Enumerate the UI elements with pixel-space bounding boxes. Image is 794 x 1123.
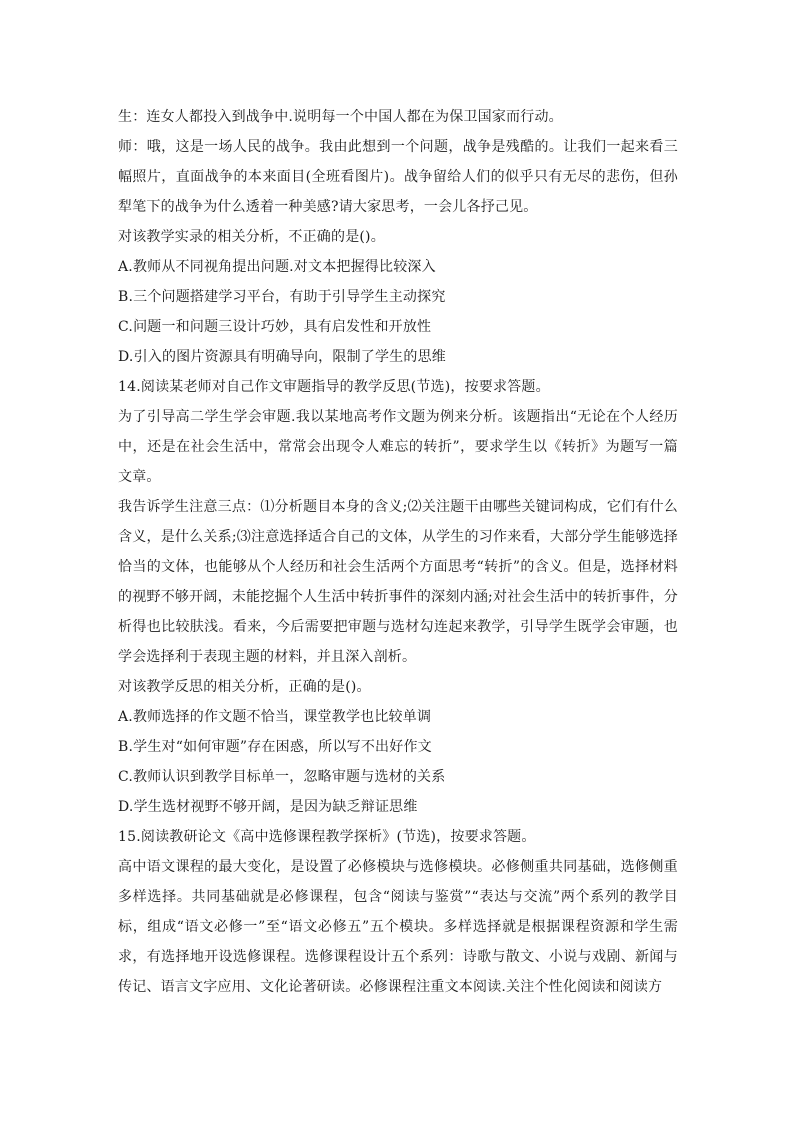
question-14-option-d: D.学生选材视野不够开阔，是因为缺乏辩证思维	[118, 799, 418, 815]
question-14-option-b: B.学生对“如何审题”存在困惑，所以写不出好作文	[118, 739, 432, 755]
question-13-option-c: C.问题一和问题三设计巧妙，具有启发性和开放性	[118, 319, 432, 335]
question-13-option-a: A.教师从不同视角提出问题.对文本把握得比较深入	[118, 259, 436, 275]
question-13-option-d: D.引入的图片资源具有明确导向，限制了学生的思维	[118, 349, 446, 365]
question-14-option-c: C.教师认识到教学目标单一，忽略审题与选材的关系	[118, 769, 446, 785]
question-14-passage-1: 为了引导高二学生学会审题.我以某地高考作文题为例来分析。该题指出“无论在个人经历中，还是在社会生活中，常常会出现令人难忘的转折”，要求学生以《转折》为题写一篇文章。	[118, 409, 678, 485]
question-14-stem: 对该教学反思的相关分析，正确的是()。	[118, 679, 371, 695]
paragraph-student-answer: 生：连女人都投入到战争中.说明每一个中国人都在为保卫国家而行动。	[118, 109, 563, 125]
question-14-passage-2: 我告诉学生注意三点：⑴分析题目本身的含义;⑵关注题干由哪些关键词构成，它们有什么含义，是什么关系;⑶注意选择适合自己的文体，从学生的习作来看，大部分学生能够选择恰当的文体，也能够从个人经历和社会生活两个方面思考“转折”的含义。但是，选择材料的视野不够开阔，未能挖掘个人生活中转折事件的深刻内涵;对社会生活中的转折事件，分析得也比较肤浅。看来，今后需要把审题与选材勾连起来教学，引导学生既学会审题，也学会选择利于表现主题的材料，并且深入剖析。	[118, 499, 678, 665]
question-13-option-b: B.三个问题搭建学习平台，有助于引导学生主动探究	[118, 289, 446, 305]
question-15-passage: 高中语文课程的最大变化，是设置了必修模块与选修模块。必修侧重共同基础，选修侧重多样选择。共同基础就是必修课程，包含“阅读与鉴赏”“表达与交流”两个系列的教学目标，组成“语文必修一”至“语文必修五”五个模块。多样选择就是根据课程资源和学生需求，有选择地开设选修课程。选修课程设计五个系列：诗歌与散文、小说与戏剧、新闻与传记、语言文字应用、文化论著研读。必修课程注重文本阅读.关注个性化阅读和阅读方	[118, 859, 678, 995]
question-15-title: 15.阅读教研论文《高中选修课程教学探析》(节选)，按要求答题。	[118, 829, 536, 845]
question-13-stem: 对该教学实录的相关分析，不正确的是()。	[118, 229, 385, 245]
document-page	[118, 102, 678, 1002]
question-14-option-a: A.教师选择的作文题不恰当，课堂教学也比较单调	[118, 709, 432, 725]
question-14-title: 14.阅读某老师对自己作文审题指导的教学反思(节选)，按要求答题。	[118, 379, 550, 395]
paragraph-teacher-remark: 师：哦，这是一场人民的战争。我由此想到一个问题，战争是残酷的。让我们一起来看三幅照片，直面战争的本来面目(全班看图片)。战争留给人们的似乎只有无尽的悲伤，但孙犁笔下的战争为什么透着一种美感?请大家思考，一会儿各抒己见。	[118, 139, 678, 215]
